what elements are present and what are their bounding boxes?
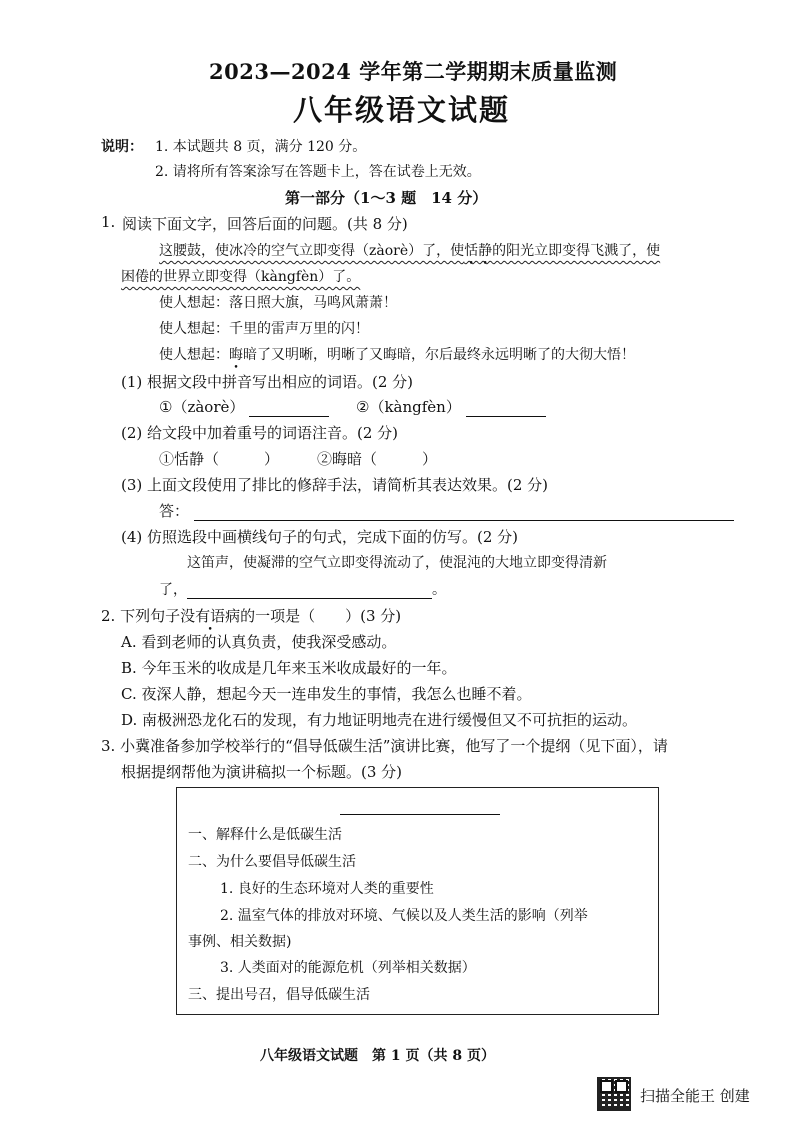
q1-sub-1: (1) 根据文段中拼音写出相应的词语。(2 分) (121, 373, 414, 391)
q2-stem-b: 的一项是（ ）(3 分) (240, 607, 402, 625)
outline-box (176, 787, 659, 1015)
q1-sub-1-item-b (356, 396, 546, 417)
answer-blank[interactable] (249, 400, 329, 417)
outline-item-2-2a: 2. 温室气体的排放对环境、气候以及人类生活的影响（列举 (220, 908, 588, 924)
q2-option-a: A. 看到老师的认真负责，使我深受感动。 (121, 633, 397, 651)
q2-emphasis: 没有语病 (180, 607, 241, 625)
outline-item-2-2b: 事例、相关数据) (188, 934, 292, 950)
q1-stem: 阅读下面文字，回答后面的问题。(共 8 分) (122, 215, 408, 233)
q1-sub-1-item-a-label: ①（zàorè） (159, 398, 245, 416)
q1-number: 1. (101, 213, 116, 231)
answer-blank[interactable] (187, 582, 432, 599)
notes-label: 说明： (101, 139, 143, 155)
answer-blank[interactable] (194, 504, 734, 521)
q1-sub-4-prefix: 了， (159, 582, 187, 598)
notes-line-1: 1. 本试题共 8 页，满分 120 分。 (155, 139, 367, 155)
q3-stem-line-2: 根据提纲帮他为演讲稿拟一个标题。(3 分) (121, 763, 403, 781)
q2-stem-a: 2. 下列句子 (101, 607, 181, 625)
q1-sub-4-suffix: 。 (432, 582, 446, 598)
q1-passage-line-1 (159, 240, 660, 260)
q1-sub-4-line-2 (159, 579, 446, 599)
q1-sub-2-item-b: ②晦暗（ ） (317, 450, 438, 468)
passage-text-a: 这腰鼓，使冰冷的空气立即变得（zàorè）了，使 (159, 243, 465, 259)
q1-sub-2-item-a: ①恬静（ ） (159, 450, 280, 468)
q1-sub-1-item-b-label: ②（kàngfèn） (356, 398, 461, 416)
passage-text-c: 使人想起： (159, 347, 229, 363)
q2-option-d: D. 南极洲恐龙化石的发现，有力地证明地壳在进行缓慢但又不可抗拒的运动。 (121, 711, 638, 729)
q2-option-b: B. 今年玉米的收成是几年来玉米收成最好的一年。 (121, 659, 457, 677)
answer-label: 答： (159, 502, 190, 520)
answer-blank[interactable] (466, 400, 546, 417)
q1-passage-line-4: 使人想起：千里的雷声万里的闪！ (159, 321, 369, 337)
outline-item-2-3: 3. 人类面对的能源危机（列举相关数据） (220, 960, 476, 976)
q2-stem (101, 605, 401, 626)
passage-text-b: 的阳光立即变得飞溅了，使 (492, 243, 661, 259)
scanner-watermark: 扫描全能王 创建 (640, 1087, 750, 1105)
notes-line-2: 2. 请将所有答案涂写在答题卡上，答在试卷上无效。 (155, 164, 481, 180)
outline-item-2-1: 1. 良好的生态环境对人类的重要性 (220, 881, 434, 897)
exam-title: 八年级语文试题 (293, 93, 511, 127)
page-footer: 八年级语文试题 第 1 页（共 8 页） (260, 1048, 495, 1064)
emphasis-char-tian: 恬 (464, 243, 479, 259)
emphasis-char-jing: 静 (478, 243, 493, 259)
passage-text-d: 暗了又明晰，明晰了又晦暗，尔后最终永远明晰了的大彻大悟！ (243, 347, 635, 363)
outline-item-1: 一、解释什么是低碳生活 (188, 827, 342, 843)
q1-sub-3: (3) 上面文段使用了排比的修辞手法，请简析其表达效果。(2 分) (121, 476, 549, 494)
section-title: 第一部分（1～3 题 14 分） (285, 189, 488, 207)
q1-sub-1-item-a (159, 396, 329, 417)
q3-stem-line-1: 3. 小冀准备参加学校举行的“倡导低碳生活”演讲比赛，他写了一个提纲（见下面），请 (101, 737, 668, 755)
q2-option-c: C. 夜深人静，想起今天一连串发生的事情，我怎么也睡不着。 (121, 685, 532, 703)
q1-passage-line-5 (159, 344, 635, 364)
q1-sub-3-answer (159, 500, 734, 521)
q1-passage-line-3: 使人想起：落日照大旗，马鸣风萧萧！ (159, 295, 397, 311)
qr-code-icon (597, 1077, 631, 1111)
outline-title-blank[interactable] (340, 814, 500, 815)
q1-sub-4-line-1: 这笛声，使凝滞的空气立即变得流动了，使混沌的大地立即变得清新 (187, 555, 607, 571)
q1-passage-line-2: 困倦的世界立即变得（kàngfèn）了。 (121, 269, 361, 285)
emphasis-char-hui: 晦 (229, 347, 243, 363)
outline-item-3: 三、提出号召，倡导低碳生活 (188, 987, 370, 1003)
outline-item-2: 二、为什么要倡导低碳生活 (188, 854, 356, 870)
q1-sub-4: (4) 仿照选段中画横线句子的句式，完成下面的仿写。(2 分) (121, 528, 519, 546)
exam-year-title: 2023—2024 学年第二学期期末质量监测 (209, 59, 618, 84)
q1-sub-2: (2) 给文段中加着重号的词语注音。(2 分) (121, 424, 399, 442)
